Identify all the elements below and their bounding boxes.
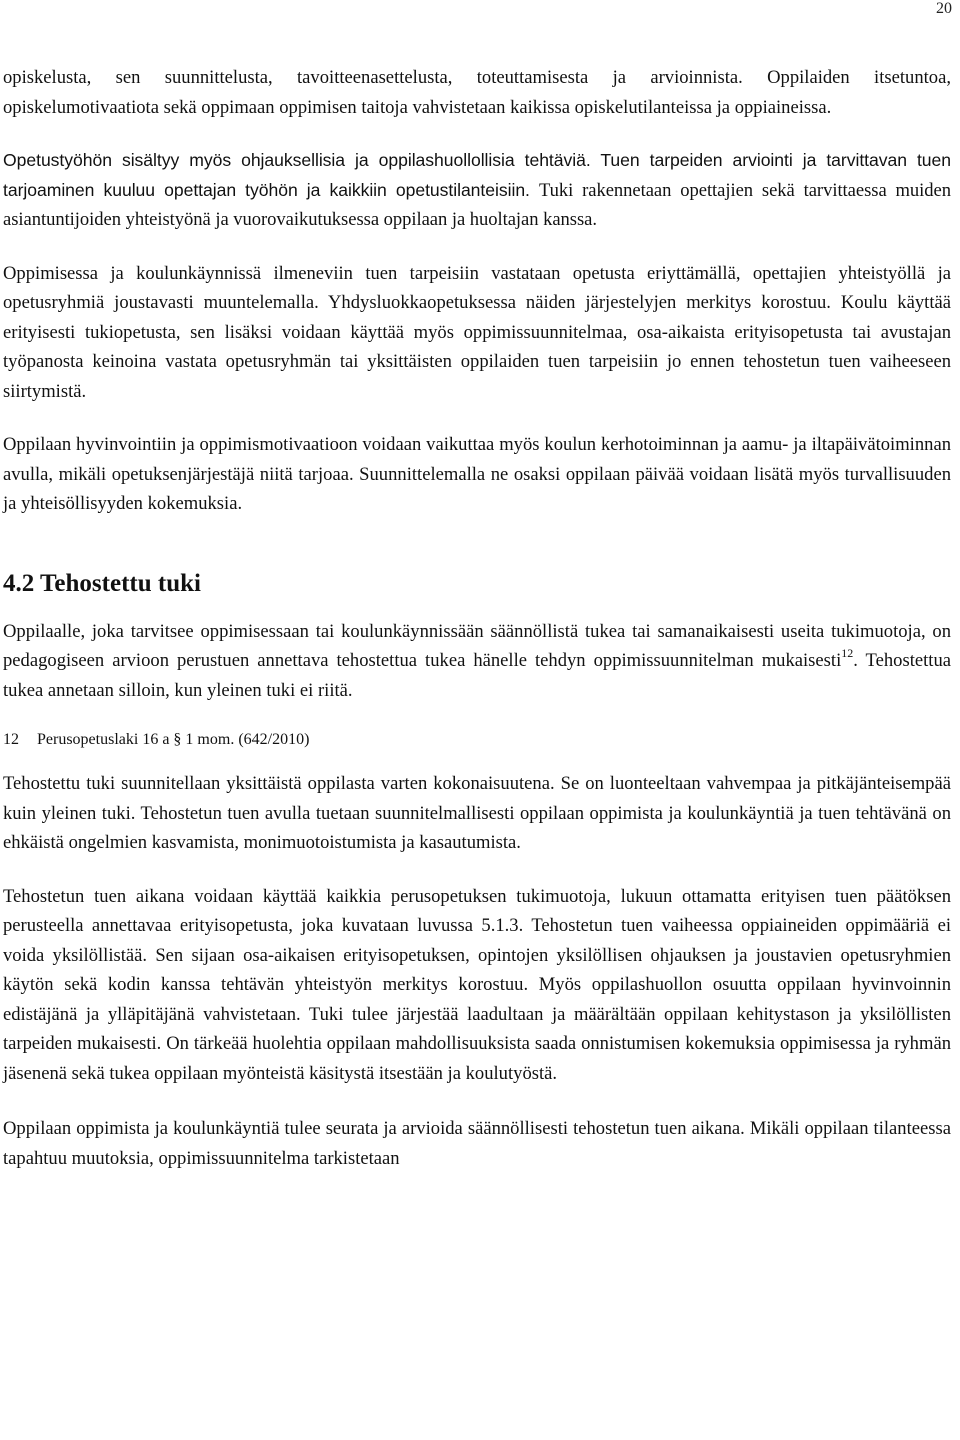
paragraph-suunnittelu: Tehostettu tuki suunnitellaan yksittäistä oppilasta varten kokonaisuutena. Se on luonteeltaan vahvempaa ja pitkäjänteisempää kuin yleinen tuki. Tehostetun tuen avulla tuetaan suunnitelmallisesti oppilaan oppimista ja koulunkäyntiä ja tuen tehtävänä on ehkäistä ongelmien kasvamista, monimuotoistumista ja kasautumista.	[3, 773, 951, 853]
footnote-number: 12	[3, 731, 19, 748]
section-heading: 4.2 Tehostettu tuki	[3, 569, 201, 597]
paragraph-tehostettu-intro	[3, 617, 951, 706]
paragraph-tehostettu-intro-text: Oppilaalle, joka tarvitsee oppimisessaan tai koulunkäynnissään säännöllistä tukea tai samanaikaisesti useita tukimuotoja, on pedagogiseen arvioon perustuen annettava tehostettua tukea hänelle tehdyn oppimissuunnitelman mukaisesti	[3, 620, 951, 671]
footnote-reference: 12	[841, 645, 854, 660]
paragraph-ohjaus	[3, 146, 951, 235]
paragraph-tehostettu-intro-end: . Tehostettua tukea annetaan silloin, kun yleinen tuki ei riitä.	[3, 650, 952, 701]
paragraph-ohjaus-continuation: Tuki rakennetaan opettajien sekä tarvittaessa muiden asiantuntijoiden yhteistyönä ja vuorovaikutuksessa oppilaan ja huoltajan kanssa.	[3, 179, 951, 230]
footnote-text: Perusopetuslaki 16 a § 1 mom. (642/2010)	[37, 731, 310, 748]
paragraph-tukimuodot: Tehostetun tuen aikana voidaan käyttää kaikkia perusopetuksen tukimuotoja, lukuun ottamatta erityisen tuen päätöksen perusteella annettavaa erityisopetusta, joka kuvataan luvussa 5.1.3. Tehostetun tuen vaiheessa oppiaineiden oppimääriä ei voida yksilöllistää. Sen sijaan osa-aikaisen erityisopetuksen, opintojen yksilöllisen ohjauksen ja joustavien opetusryhmien käytön sekä kodin kanssa tehtävän yhteistyön merkitys korostuu. Myös oppilashuollon osuutta oppilaan hyvinvoinnin edistäjänä ja ylläpitäjänä vahvistetaan. Tuki tulee järjestää laadultaan ja määrältään oppilaan kehitystason ja yksilöllisten tarpeiden mukaisesti. On tärkeää huolehtia oppilaan mahdollisuuksista saada onnistumisen kokemuksia oppimisessa ja ryhmän jäsenenä sekä tukea oppilaan myönteistä käsitystä itsestään ja koulutyöstä.	[3, 885, 951, 1084]
page-number: 20	[936, 0, 952, 17]
paragraph-seuranta: Oppilaan oppimista ja koulunkäyntiä tulee seurata ja arvioida säännöllisesti tehostetun tuen aikana. Mikäli oppilaan tilanteessa tapahtuu muutoksia, oppimissuunnitelma tarkistetaan	[3, 1118, 951, 1169]
paragraph-hyvinvointi: Oppilaan hyvinvointiin ja oppimismotivaatioon voidaan vaikuttaa myös koulun kerhotoiminnan ja aamu- ja iltapäivätoiminnan avulla, mikäli opetuksenjärjestäjä niitä tarjoaa. Suunnittelemalla ne osaksi oppilaan päivää voidaan lisätä myös turvallisuuden ja yhteisöllisyyden kokemuksia.	[3, 434, 951, 514]
paragraph-eriyttaminen: Oppimisessa ja koulunkäynnissä ilmeneviin tuen tarpeisiin vastataan opetusta eriyttämällä, opettajien yhteistyöllä ja opetusryhmiä joustavasti muuntelemalla. Yhdysluokkaopetuksessa näiden järjestelyjen merkitys korostuu. Koulu käyttää erityisesti tukiopetusta, sen lisäksi voidaan käyttää myös oppimissuunnitelmaa, osa-aikaista erityisopetusta tai avustajan työpanosta keinoina vastata opetusryhmän tai yksittäisten oppilaiden tuen tarpeisiin jo ennen tehostetun tuen vaiheeseen siirtymistä.	[3, 262, 951, 402]
page-content	[3, 63, 951, 1173]
paragraph-opiskelu: opiskelusta, sen suunnittelusta, tavoitteenasettelusta, toteuttamisesta ja arvioinnista. Oppilaiden itsetuntoa, opiskelumotivaatiota sekä oppimaan oppimisen taitoja vahvistetaan kaikissa opiskelutilanteissa ja oppiaineissa.	[3, 67, 951, 118]
paragraph-ohjaus-text: Opetustyöhön sisältyy myös ohjauksellisia ja oppilashuollollisia tehtäviä. Tuen tarpeiden arviointi ja tarvittavan tuen tarjoaminen kuuluu opettajan työhön ja kaikkiin opetustilanteisiin.	[3, 150, 951, 200]
footnote	[3, 729, 951, 751]
